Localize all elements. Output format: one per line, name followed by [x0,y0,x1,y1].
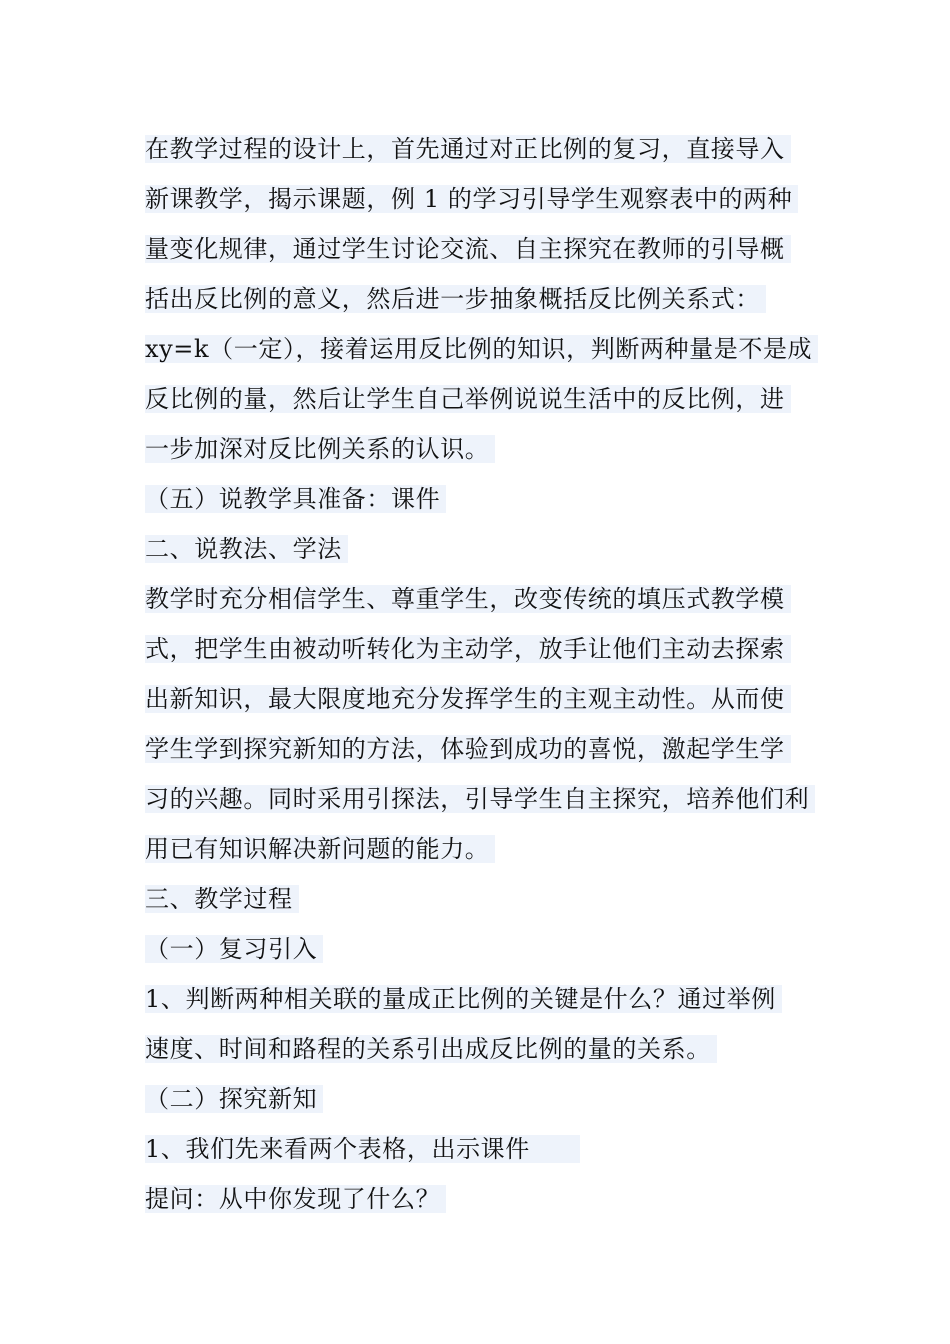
line-text: 1、我们先来看两个表格，出示课件 [145,1135,580,1163]
section-heading [145,474,810,524]
paragraph-line [145,724,810,774]
heading-text: 二、说教法、学法 [145,535,348,563]
paragraph-line [145,574,810,624]
line-text: 习的兴趣。同时采用引探法，引导学生自主探究，培养他们利 [145,785,815,813]
paragraph-line [145,424,810,474]
heading-text: （一）复习引入 [145,935,323,963]
paragraph-line [145,674,810,724]
paragraph-line [145,324,813,374]
paragraph-line [145,224,810,274]
heading-text: （二）探究新知 [145,1085,323,1113]
section-heading [145,874,810,924]
line-text: 在教学过程的设计上，首先通过对正比例的复习，直接导入 [145,135,791,163]
line-text: 式，把学生由被动听转化为主动学，放手让他们主动去探索 [145,635,791,663]
paragraph-line [145,1024,810,1074]
paragraph-line [145,124,810,174]
line-text: 学生学到探究新知的方法，体验到成功的喜悦，激起学生学 [145,735,791,763]
line-text: 一步加深对反比例关系的认识。 [145,435,495,463]
line-text: 1、判断两种相关联的量成正比例的关键是什么？通过举例 [145,985,782,1013]
paragraph-line [145,774,810,824]
section-heading [145,524,810,574]
section-heading [145,924,810,974]
line-text: 括出反比例的意义，然后进一步抽象概括反比例关系式： [145,285,766,313]
paragraph-line [145,1124,810,1174]
paragraph-line [145,174,810,224]
heading-text: 三、教学过程 [145,885,299,913]
line-text: 教学时充分相信学生、尊重学生，改变传统的填压式教学模 [145,585,791,613]
paragraph-line [145,624,810,674]
paragraph-line [145,374,810,424]
heading-text: （五）说教学具准备：课件 [145,485,446,513]
paragraph-line [145,824,810,874]
line-text: xy=k（一定），接着运用反比例的知识，判断两种量是不是成 [145,335,818,363]
line-text: 新课教学，揭示课题，例 1 的学习引导学生观察表中的两种 [145,185,798,213]
line-text: 出新知识，最大限度地充分发挥学生的主观主动性。从而使 [145,685,791,713]
line-text: 反比例的量，然后让学生自己举例说说生活中的反比例，进 [145,385,791,413]
paragraph-line [145,274,810,324]
line-text: 提问：从中你发现了什么？ [145,1185,446,1213]
line-text: 用已有知识解决新问题的能力。 [145,835,495,863]
line-text: 速度、时间和路程的关系引出成反比例的量的关系。 [145,1035,717,1063]
document-body [145,124,813,1224]
line-text: 量变化规律，通过学生讨论交流、自主探究在教师的引导概 [145,235,791,263]
section-heading [145,1074,810,1124]
paragraph-line [145,974,810,1024]
paragraph-line [145,1174,810,1224]
